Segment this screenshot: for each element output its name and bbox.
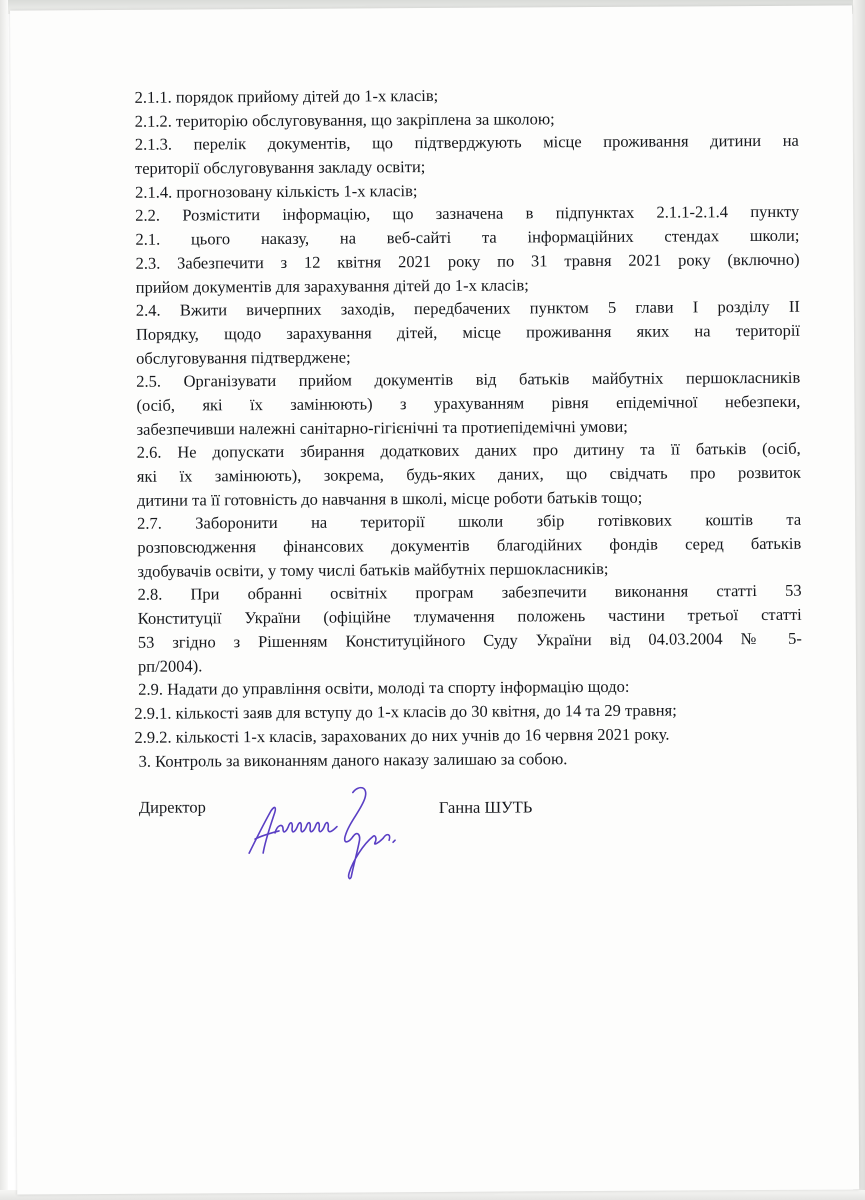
item-2-8-line2: Конституції України (офіційне тлумачення положень частини третьої статті [137, 604, 802, 628]
item-2-1-2: 2.1.2. територію обслуговування, що закріплена за школою; [134, 108, 555, 131]
item-2-7-line1: 2.7. Заборонити на території школи збір готівкових коштів та [137, 510, 802, 534]
item-2-6-line3: дитини та її готовність до навчання в школі, місце роботи батьків тощо; [136, 487, 643, 510]
item-2-7-line3: здобувачів освіти, у тому числі батьків майбутніх першокласників; [137, 558, 609, 581]
control-clause: 3. Контроль за виконанням даного наказу залишаю за собою. [138, 749, 568, 771]
item-2-5-line3: забезпечивши належні санітарно-гігієнічні та протиепідемічні умови; [136, 416, 628, 439]
item-2-3-line1: 2.3. Забезпечити з 12 квітня 2021 року по 31 травня 2021 року (включно) [135, 249, 800, 273]
item-2-1-1: 2.1.1. порядок прийому дітей до 1-х класів; [134, 85, 439, 107]
item-2-8-line3: 53 згідно з Рішенням Конституційного Суду України від 04.03.2004 № 5- [137, 628, 802, 652]
item-2-8-line1: 2.8. При обранні освітніх програм забезпечити виконання статті 53 [137, 581, 802, 605]
item-2-7-line2: розповсюдження фінансових документів благодійних фондів серед батьків [137, 533, 802, 557]
item-2-1-3-line2: території обслуговування закладу освіти; [134, 157, 426, 178]
item-2-4-line3: обслуговування підтверджене; [136, 347, 351, 368]
item-2-6-line1: 2.6. Не допускати збирання додаткових даних про дитину та її батьків (осіб, [136, 439, 801, 463]
item-2-5-line2: (осіб, які їх замінюють) з урахуванням рівня епідемічної небезпеки, [136, 391, 801, 415]
item-2-5-line1: 2.5. Організувати прийом документів від батьків майбутніх першокласників [136, 368, 801, 392]
item-2-2-line1: 2.2. Розмістити інформацію, що зазначена в підпунктах 2.1.1-2.1.4 пункту [135, 202, 800, 226]
item-2-9: 2.9. Надати до управління освіти, молоді та спорту інформацію щодо: [138, 676, 630, 699]
item-2-2-line2: 2.1. цього наказу, на веб-сайті та інформаційних стендах школи; [135, 225, 800, 249]
item-2-4-line2: Порядку, щодо зарахування дітей, місце проживання яких на території [135, 320, 801, 344]
order-items [134, 82, 802, 749]
director-name: Ганна ШУТЬ [438, 797, 533, 817]
item-2-4-line1: 2.4. Вжити вичерпних заходів, передбачених пунктом 5 глави І розділу ІІ [135, 296, 800, 320]
item-2-9-2: 2.9.2. кількості 1-х класів, зарахованих до них учнів до 16 червня 2021 року. [134, 724, 670, 747]
item-2-1-3-line1: 2.1.3. перелік документів, що підтверджують місце проживання дитини на [134, 131, 799, 155]
item-2-3-line2: прийом документів для зарахування дітей до 1-х класів; [135, 274, 529, 297]
handwritten-signature [241, 780, 422, 885]
item-2-6-line2: які їх замінюють), зокрема, будь-яких даних, що свідчать про розвиток [136, 462, 801, 486]
scan-edge-left [0, 0, 8, 1200]
item-2-9-1: 2.9.1. кількості заяв для вступу до 1-х класів до 30 квітня, до 14 та 29 травня; [134, 700, 677, 723]
paper-sheet [10, 5, 859, 1194]
item-2-8-line4: рп/2004). [137, 655, 203, 676]
director-title: Директор [138, 797, 206, 817]
item-2-1-4: 2.1.4. прогнозовану кількість 1-х класів; [135, 180, 418, 202]
